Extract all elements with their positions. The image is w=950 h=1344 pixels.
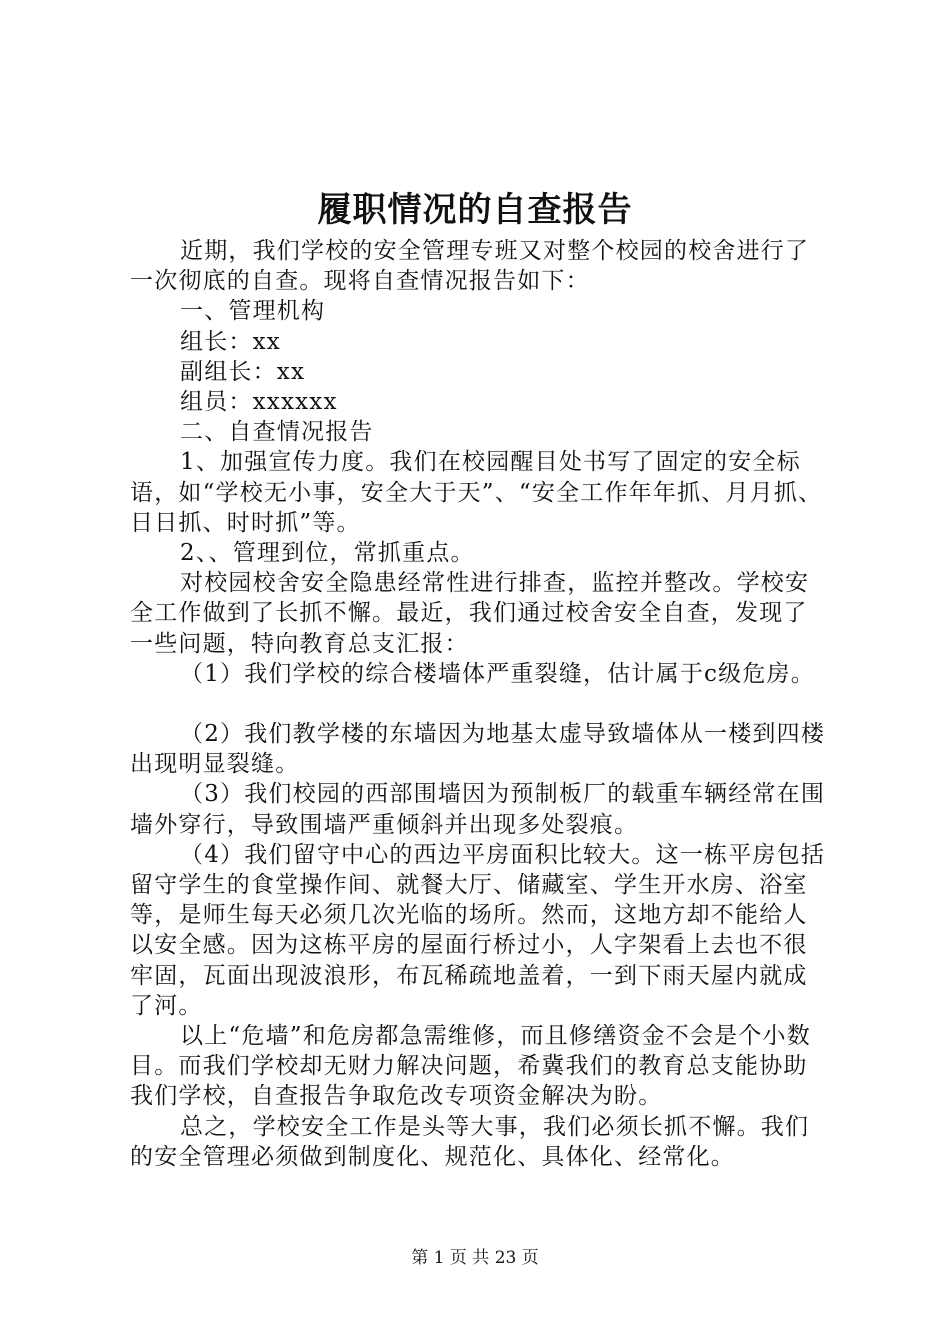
paragraph-issue-4: （4）我们留守中心的西边平房面积比较大。这一栋平房包括留守学生的食堂操作间、就餐大厅、储藏室、学生开水房、浴室等，是师生每天必须几次光临的场所。然而，这地方却不能给人以安全感。因为这栋平房的屋面行桥过小，人字架看上去也不很牢固，瓦面出现波浪形，布瓦稀疏地盖着，一到下雨天屋内就成了河。 — [130, 841, 826, 1019]
paragraph-issue-1: （1）我们学校的综合楼墙体严重裂缝，估计属于c级危房。 — [180, 660, 815, 687]
document-body — [130, 236, 830, 1172]
paragraph-conclusion: 总之，学校安全工作是头等大事，我们必须长抓不懈。我们的安全管理必须做到制度化、规范化、具体化、经常化。 — [130, 1113, 810, 1170]
paragraph-item-2: 2、、管理到位，常抓重点。 — [180, 540, 475, 567]
paragraph-issue-2: （2）我们教学楼的东墙因为地基太虚导致墙体从一楼到四楼出现明显裂缝。 — [130, 721, 826, 778]
paragraph-funding-request: 以上“危墙”和危房都急需维修，而且修缮资金不会是个小数目。而我们学校却无财力解决问题，希冀我们的教育总支能协助我们学校，自查报告争取危改专项资金解决为盼。 — [130, 1023, 811, 1110]
paragraph-intro: 近期，我们学校的安全管理专班又对整个校园的校舍进行了一次彻底的自查。现将自查情况报告如下： — [130, 238, 810, 295]
section-heading-self-check: 二、自查情况报告 — [180, 419, 374, 446]
section-heading-organization: 一、管理机构 — [180, 298, 326, 325]
paragraph-item-1: 1、加强宣传力度。我们在校园醒目处书写了固定的安全标语，如“学校无小事，安全大于天”、“安全工作年年抓、月月抓、日日抓、时时抓”等。 — [130, 449, 823, 536]
paragraph-deputy-leader: 副组长：xx — [180, 358, 306, 385]
document-title: 履职情况的自查报告 — [317, 190, 633, 230]
paragraph-inspection: 对校园校舍安全隐患经常性进行排查，监控并整改。学校安全工作做到了长抓不懈。最近，我们通过校舍安全自查，发现了一些问题，特向教育总支汇报： — [130, 570, 810, 657]
page-footer: 第 1 页 共 23 页 — [411, 1248, 539, 1268]
blank-line — [130, 689, 830, 719]
paragraph-members: 组员：xxxxxx — [180, 389, 338, 416]
paragraph-leader: 组长：xx — [180, 328, 281, 355]
paragraph-issue-3: （3）我们校园的西部围墙因为预制板厂的载重车辆经常在围墙外穿行，导致围墙严重倾斜并出现多处裂痕。 — [130, 781, 826, 838]
